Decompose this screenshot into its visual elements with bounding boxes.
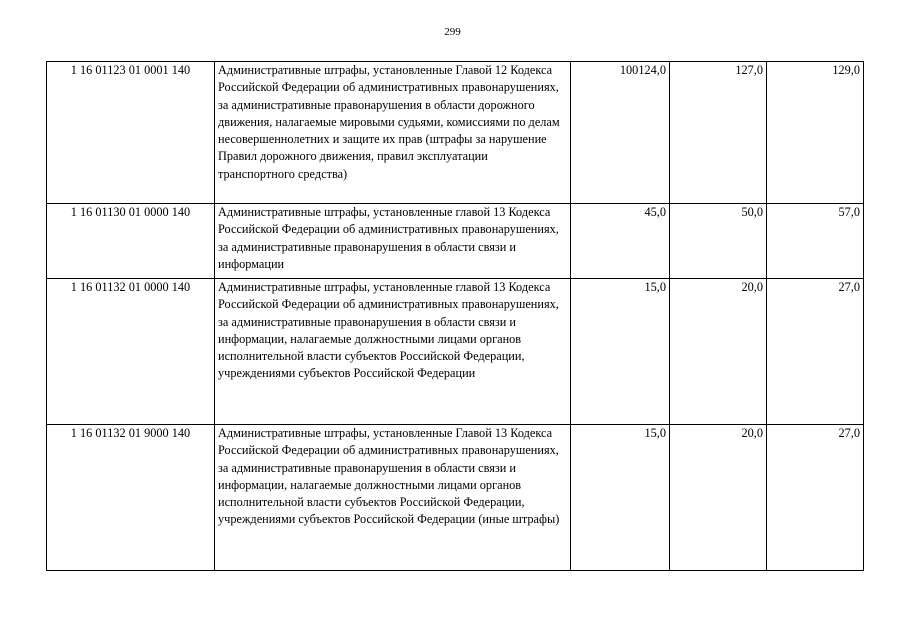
revenue-code-cell: 1 16 01132 01 0000 140 bbox=[47, 279, 215, 425]
value-cell-year1: 15,0 bbox=[571, 425, 670, 571]
table-row bbox=[47, 425, 864, 571]
revenue-description-cell: Административные штрафы, установленные Главой 12 Кодекса Российской Федерации об административных правонарушениях, за административные правонарушения в области дорожного движения, налагаемые мировыми судьями, комиссиями по делам несовершеннолетних и защите их прав (штрафы за нарушение Правил дорожного движения, правил эксплуатации транспортного средства) bbox=[215, 62, 571, 204]
value-cell-year2: 127,0 bbox=[670, 62, 767, 204]
value-cell-year3: 27,0 bbox=[767, 425, 864, 571]
value-cell-year1: 45,0 bbox=[571, 204, 670, 279]
revenue-description-cell: Административные штрафы, установленные Главой 13 Кодекса Российской Федерации об административных правонарушениях, за административные правонарушения в области связи и информации, налагаемые должностными лицами органов исполнительной власти субъектов Российской Федерации, учреждениями субъектов Российской Федерации (иные штрафы) bbox=[215, 425, 571, 571]
revenue-code-cell: 1 16 01132 01 9000 140 bbox=[47, 425, 215, 571]
value-cell-year1: 100124,0 bbox=[571, 62, 670, 204]
value-cell-year3: 129,0 bbox=[767, 62, 864, 204]
value-cell-year3: 57,0 bbox=[767, 204, 864, 279]
table-row bbox=[47, 62, 864, 204]
table-row bbox=[47, 279, 864, 425]
page-number: 299 bbox=[444, 26, 461, 38]
value-cell-year3: 27,0 bbox=[767, 279, 864, 425]
value-cell-year2: 20,0 bbox=[670, 279, 767, 425]
budget-revenue-table bbox=[46, 61, 864, 571]
revenue-description-cell: Административные штрафы, установленные главой 13 Кодекса Российской Федерации об административных правонарушениях, за административные правонарушения в области связи и информации, налагаемые должностными лицами органов исполнительной власти субъектов Российской Федерации, учреждениями субъектов Российской Федерации bbox=[215, 279, 571, 425]
value-cell-year1: 15,0 bbox=[571, 279, 670, 425]
value-cell-year2: 50,0 bbox=[670, 204, 767, 279]
table-row bbox=[47, 204, 864, 279]
value-cell-year2: 20,0 bbox=[670, 425, 767, 571]
revenue-code-cell: 1 16 01123 01 0001 140 bbox=[47, 62, 215, 204]
revenue-description-cell: Административные штрафы, установленные главой 13 Кодекса Российской Федерации об административных правонарушениях, за административные правонарушения в области связи и информации bbox=[215, 204, 571, 279]
revenue-code-cell: 1 16 01130 01 0000 140 bbox=[47, 204, 215, 279]
